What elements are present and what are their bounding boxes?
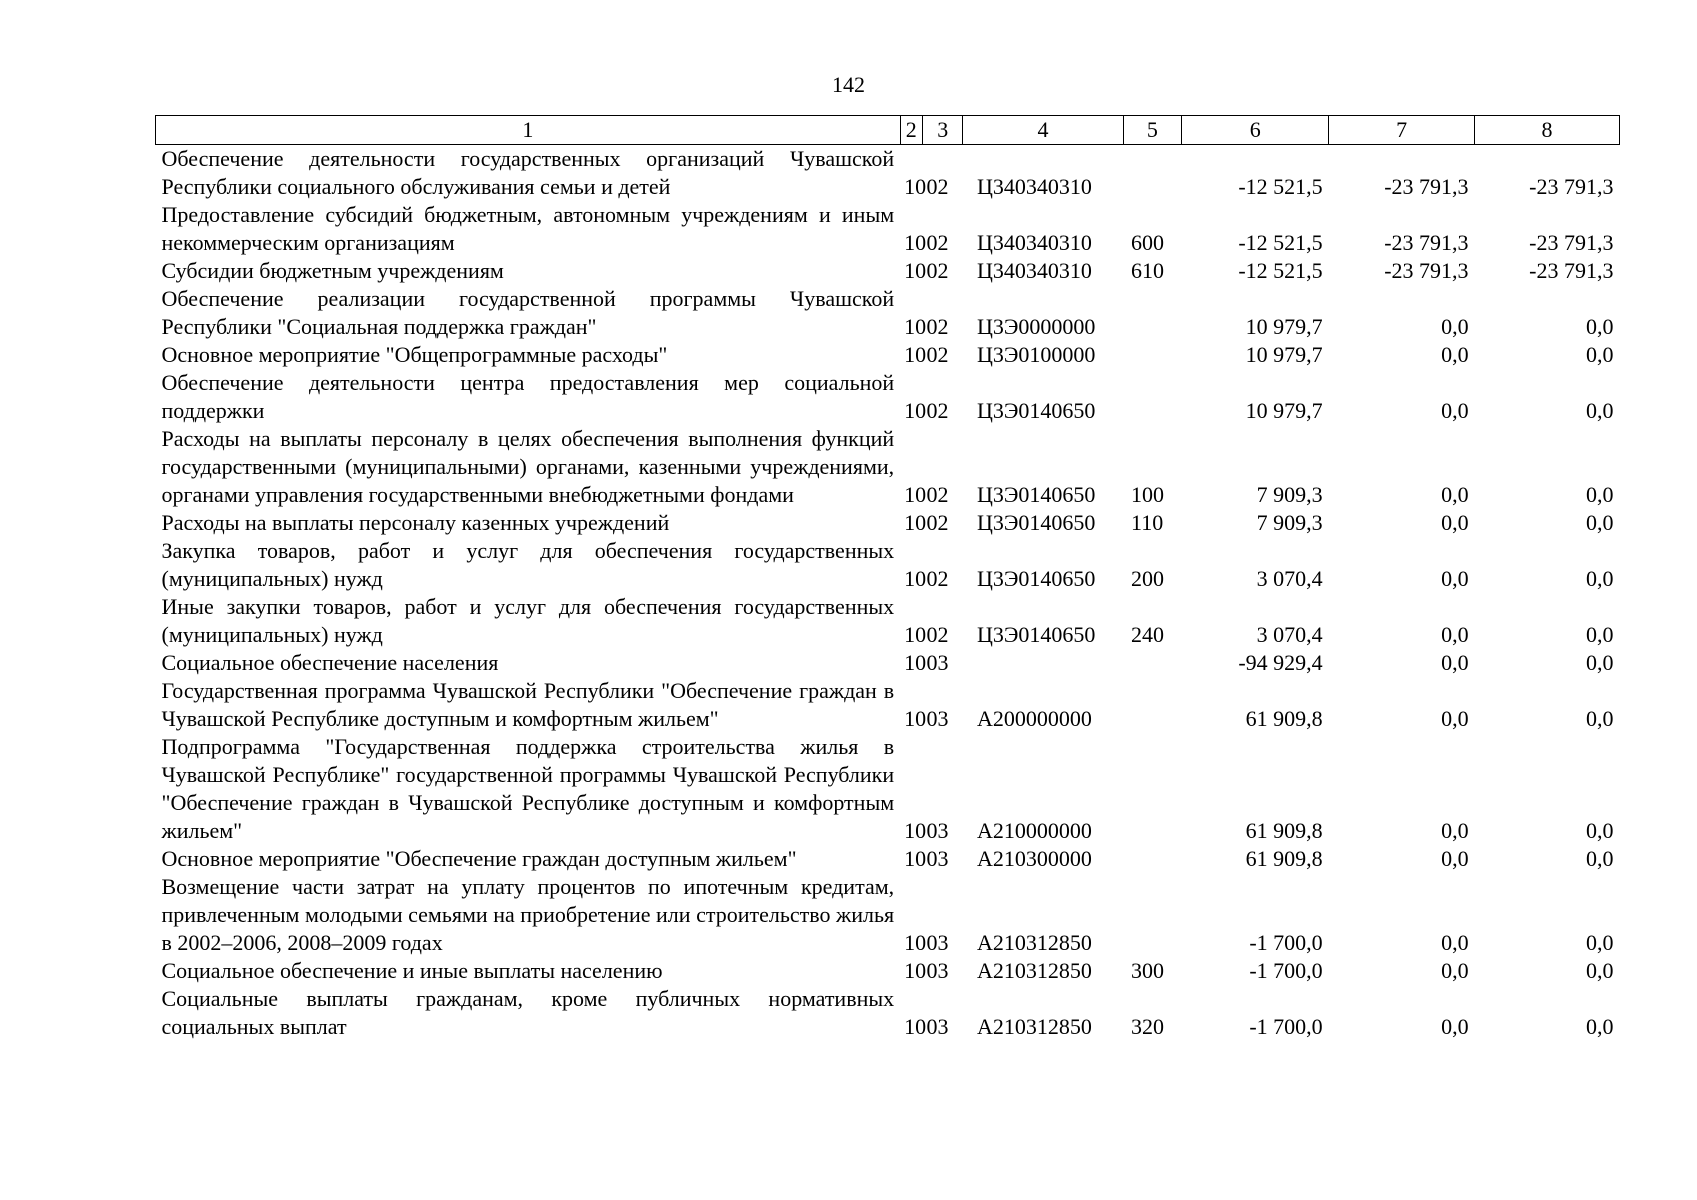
target-article-cell: Ц3Э0140650 xyxy=(976,510,1096,535)
subsection-code-cell: 02 xyxy=(926,258,949,283)
subsection-code-cell: 02 xyxy=(926,342,949,367)
row-name-cell: Возмещение части затрат на уплату процентов по ипотечным кредитам, привлеченным молодыми семьями на приобретение или строительство жилья в 2002–2006, 2008–2009 годах xyxy=(161,874,895,955)
expense-type-cell xyxy=(1123,677,1182,733)
row-name-cell: Обеспечение реализации государственной программы Чувашской Республики "Социальная поддержка граждан" xyxy=(161,286,895,339)
section-code-cell: 10 xyxy=(904,398,927,423)
expense-type-cell xyxy=(1123,145,1182,202)
amount-col8-cell: 0,0 xyxy=(1586,566,1614,591)
expense-type-cell: 240 xyxy=(1131,622,1165,647)
table-row xyxy=(156,733,1620,845)
subsection-code-cell: 02 xyxy=(926,174,949,199)
section-code-cell: 10 xyxy=(904,846,927,871)
amount-col6-cell: 61 909,8 xyxy=(1245,846,1323,871)
section-code-cell: 10 xyxy=(904,314,927,339)
amount-col6-cell: -12 521,5 xyxy=(1238,258,1323,283)
table-row xyxy=(156,369,1620,425)
expense-type-cell: 110 xyxy=(1131,510,1164,535)
amount-col6-cell: 61 909,8 xyxy=(1245,706,1323,731)
subsection-code-cell: 03 xyxy=(926,1014,949,1039)
amount-col6-cell: 10 979,7 xyxy=(1245,398,1323,423)
amount-col8-cell: -23 791,3 xyxy=(1529,174,1614,199)
amount-col7-cell: 0,0 xyxy=(1441,846,1469,871)
row-name-cell: Государственная программа Чувашской Республики "Обеспечение граждан в Чувашской Республике доступным и комфортным жильем" xyxy=(161,678,895,731)
subsection-code-cell: 02 xyxy=(926,510,949,535)
amount-col7-cell: 0,0 xyxy=(1441,650,1469,675)
section-code-cell: 10 xyxy=(904,342,927,367)
amount-col7-cell: 0,0 xyxy=(1441,622,1469,647)
table-row xyxy=(156,425,1620,509)
table-row xyxy=(156,677,1620,733)
amount-col6-cell: 3 070,4 xyxy=(1256,622,1323,647)
amount-col6-cell: 10 979,7 xyxy=(1245,342,1323,367)
header-cell: 1 xyxy=(156,116,901,145)
subsection-code-cell: 02 xyxy=(926,314,949,339)
page-number: 142 xyxy=(832,72,865,97)
table-row xyxy=(156,509,1620,537)
section-code-cell: 10 xyxy=(904,510,927,535)
amount-col8-cell: -23 791,3 xyxy=(1529,258,1614,283)
subsection-code-cell: 03 xyxy=(926,650,949,675)
row-name-cell: Предоставление субсидий бюджетным, автономным учреждениям и иным некоммерческим организациям xyxy=(161,202,895,255)
target-article-cell: А210312850 xyxy=(976,958,1092,983)
amount-col7-cell: -23 791,3 xyxy=(1384,174,1469,199)
amount-col8-cell: 0,0 xyxy=(1586,342,1614,367)
expense-type-cell: 100 xyxy=(1131,482,1165,507)
amount-col7-cell: 0,0 xyxy=(1441,818,1469,843)
amount-col7-cell: 0,0 xyxy=(1441,566,1469,591)
amount-col7-cell: 0,0 xyxy=(1441,1014,1469,1039)
amount-col6-cell: -1 700,0 xyxy=(1249,958,1323,983)
subsection-code-cell: 02 xyxy=(926,566,949,591)
row-name-cell: Закупка товаров, работ и услуг для обеспечения государственных (муниципальных) нужд xyxy=(161,538,895,591)
amount-col6-cell: 7 909,3 xyxy=(1256,510,1323,535)
amount-col7-cell: -23 791,3 xyxy=(1384,230,1469,255)
amount-col8-cell: 0,0 xyxy=(1586,314,1614,339)
amount-col8-cell: 0,0 xyxy=(1586,846,1614,871)
row-name-cell: Расходы на выплаты персоналу в целях обеспечения выполнения функций государственными (муниципальными) органами, казенными учреждениями, органами управления государственными внебюджетными фондами xyxy=(161,426,895,507)
target-article-cell xyxy=(963,649,1123,677)
header-row xyxy=(156,116,1620,145)
header-cell: 7 xyxy=(1329,116,1475,145)
amount-col7-cell: -23 791,3 xyxy=(1384,258,1469,283)
subsection-code-cell: 03 xyxy=(926,818,949,843)
expense-type-cell: 600 xyxy=(1131,230,1165,255)
subsection-code-cell: 03 xyxy=(926,930,949,955)
section-code-cell: 10 xyxy=(904,818,927,843)
amount-col7-cell: 0,0 xyxy=(1441,342,1469,367)
row-name-cell: Основное мероприятие "Обеспечение граждан доступным жильем" xyxy=(161,846,797,871)
amount-col6-cell: -94 929,4 xyxy=(1238,650,1323,675)
row-name-cell: Иные закупки товаров, работ и услуг для обеспечения государственных (муниципальных) нужд xyxy=(161,594,895,647)
amount-col7-cell: 0,0 xyxy=(1441,314,1469,339)
amount-col8-cell: 0,0 xyxy=(1586,706,1614,731)
header-cell: 8 xyxy=(1475,116,1620,145)
subsection-code-cell: 03 xyxy=(926,706,949,731)
target-article-cell: Ц3Э0140650 xyxy=(976,622,1096,647)
table-row xyxy=(156,593,1620,649)
row-name-cell: Обеспечение деятельности центра предоставления мер социальной поддержки xyxy=(161,370,895,423)
amount-col7-cell: 0,0 xyxy=(1441,706,1469,731)
target-article-cell: А210000000 xyxy=(976,818,1092,843)
amount-col8-cell: 0,0 xyxy=(1586,510,1614,535)
target-article-cell: Ц3Э0140650 xyxy=(976,398,1096,423)
table-row xyxy=(156,957,1620,985)
expense-type-cell xyxy=(1123,285,1182,341)
table-header xyxy=(156,116,1620,145)
subsection-code-cell: 02 xyxy=(926,622,949,647)
amount-col6-cell: 61 909,8 xyxy=(1245,818,1323,843)
target-article-cell: Ц3Э0140650 xyxy=(976,566,1096,591)
target-article-cell: Ц3Э0100000 xyxy=(976,342,1096,367)
section-code-cell: 10 xyxy=(904,1014,927,1039)
expense-type-cell: 200 xyxy=(1131,566,1165,591)
target-article-cell: А200000000 xyxy=(976,706,1092,731)
amount-col8-cell: -23 791,3 xyxy=(1529,230,1614,255)
table-body xyxy=(156,145,1620,1042)
table-row xyxy=(156,845,1620,873)
expense-type-cell xyxy=(1123,341,1182,369)
amount-col6-cell: -1 700,0 xyxy=(1249,1014,1323,1039)
amount-col6-cell: -12 521,5 xyxy=(1238,230,1323,255)
amount-col8-cell: 0,0 xyxy=(1586,650,1614,675)
subsection-code-cell: 02 xyxy=(926,230,949,255)
expense-type-cell xyxy=(1123,845,1182,873)
header-cell: 2 xyxy=(900,116,922,145)
amount-col7-cell: 0,0 xyxy=(1441,958,1469,983)
row-name-cell: Социальное обеспечение и иные выплаты населению xyxy=(161,958,663,983)
section-code-cell: 10 xyxy=(904,566,927,591)
section-code-cell: 10 xyxy=(904,258,927,283)
amount-col8-cell: 0,0 xyxy=(1586,958,1614,983)
amount-col7-cell: 0,0 xyxy=(1441,398,1469,423)
row-name-cell: Основное мероприятие "Общепрограммные расходы" xyxy=(161,342,668,367)
table-row xyxy=(156,649,1620,677)
target-article-cell: Ц3Э0140650 xyxy=(976,482,1096,507)
amount-col8-cell: 0,0 xyxy=(1586,622,1614,647)
row-name-cell: Социальное обеспечение населения xyxy=(161,650,499,675)
expense-type-cell: 320 xyxy=(1131,1014,1165,1039)
amount-col7-cell: 0,0 xyxy=(1441,930,1469,955)
amount-col6-cell: 7 909,3 xyxy=(1256,482,1323,507)
section-code-cell: 10 xyxy=(904,706,927,731)
header-cell: 6 xyxy=(1182,116,1329,145)
table-row xyxy=(156,257,1620,285)
subsection-code-cell: 03 xyxy=(926,846,949,871)
section-code-cell: 10 xyxy=(904,930,927,955)
section-code-cell: 10 xyxy=(904,230,927,255)
section-code-cell: 10 xyxy=(904,958,927,983)
table-row xyxy=(156,285,1620,341)
amount-col7-cell: 0,0 xyxy=(1441,482,1469,507)
section-code-cell: 10 xyxy=(904,650,927,675)
amount-col8-cell: 0,0 xyxy=(1586,930,1614,955)
section-code-cell: 10 xyxy=(904,482,927,507)
table-row xyxy=(156,873,1620,957)
target-article-cell: А210312850 xyxy=(976,930,1092,955)
table-row xyxy=(156,145,1620,202)
table-row xyxy=(156,985,1620,1041)
expense-type-cell: 300 xyxy=(1131,958,1165,983)
table-row xyxy=(156,341,1620,369)
table-row xyxy=(156,201,1620,257)
header-cell: 5 xyxy=(1123,116,1182,145)
expense-type-cell xyxy=(1123,649,1182,677)
amount-col8-cell: 0,0 xyxy=(1586,1014,1614,1039)
target-article-cell: А210312850 xyxy=(976,1014,1092,1039)
expense-type-cell: 610 xyxy=(1131,258,1165,283)
subsection-code-cell: 03 xyxy=(926,958,949,983)
target-article-cell: Ц340340310 xyxy=(976,230,1092,255)
section-code-cell: 10 xyxy=(904,622,927,647)
amount-col6-cell: -1 700,0 xyxy=(1249,930,1323,955)
row-name-cell: Обеспечение деятельности государственных организаций Чувашской Республики социального обслуживания семьи и детей xyxy=(161,146,895,199)
row-name-cell: Подпрограмма "Государственная поддержка строительства жилья в Чувашской Республике" государственной программы Чувашской Республики "Обеспечение граждан в Чувашской Республике доступным и комфортным жильем" xyxy=(161,734,895,843)
expense-type-cell xyxy=(1123,369,1182,425)
amount-col6-cell: -12 521,5 xyxy=(1238,174,1323,199)
amount-col6-cell: 10 979,7 xyxy=(1245,314,1323,339)
section-code-cell: 10 xyxy=(904,174,927,199)
target-article-cell: А210300000 xyxy=(976,846,1092,871)
amount-col7-cell: 0,0 xyxy=(1441,510,1469,535)
budget-table xyxy=(155,115,1620,1041)
subsection-code-cell: 02 xyxy=(926,482,949,507)
header-cell: 3 xyxy=(922,116,963,145)
amount-col6-cell: 3 070,4 xyxy=(1256,566,1323,591)
subsection-code-cell: 02 xyxy=(926,398,949,423)
target-article-cell: Ц3Э0000000 xyxy=(976,314,1096,339)
expense-type-cell xyxy=(1123,733,1182,845)
row-name-cell: Расходы на выплаты персоналу казенных учреждений xyxy=(161,510,670,535)
amount-col8-cell: 0,0 xyxy=(1586,818,1614,843)
amount-col8-cell: 0,0 xyxy=(1586,482,1614,507)
expense-type-cell xyxy=(1123,873,1182,957)
table-row xyxy=(156,537,1620,593)
row-name-cell: Социальные выплаты гражданам, кроме публичных нормативных социальных выплат xyxy=(161,986,895,1039)
amount-col8-cell: 0,0 xyxy=(1586,398,1614,423)
target-article-cell: Ц340340310 xyxy=(976,258,1092,283)
target-article-cell: Ц340340310 xyxy=(976,174,1092,199)
header-cell: 4 xyxy=(963,116,1123,145)
row-name-cell: Субсидии бюджетным учреждениям xyxy=(161,258,504,283)
